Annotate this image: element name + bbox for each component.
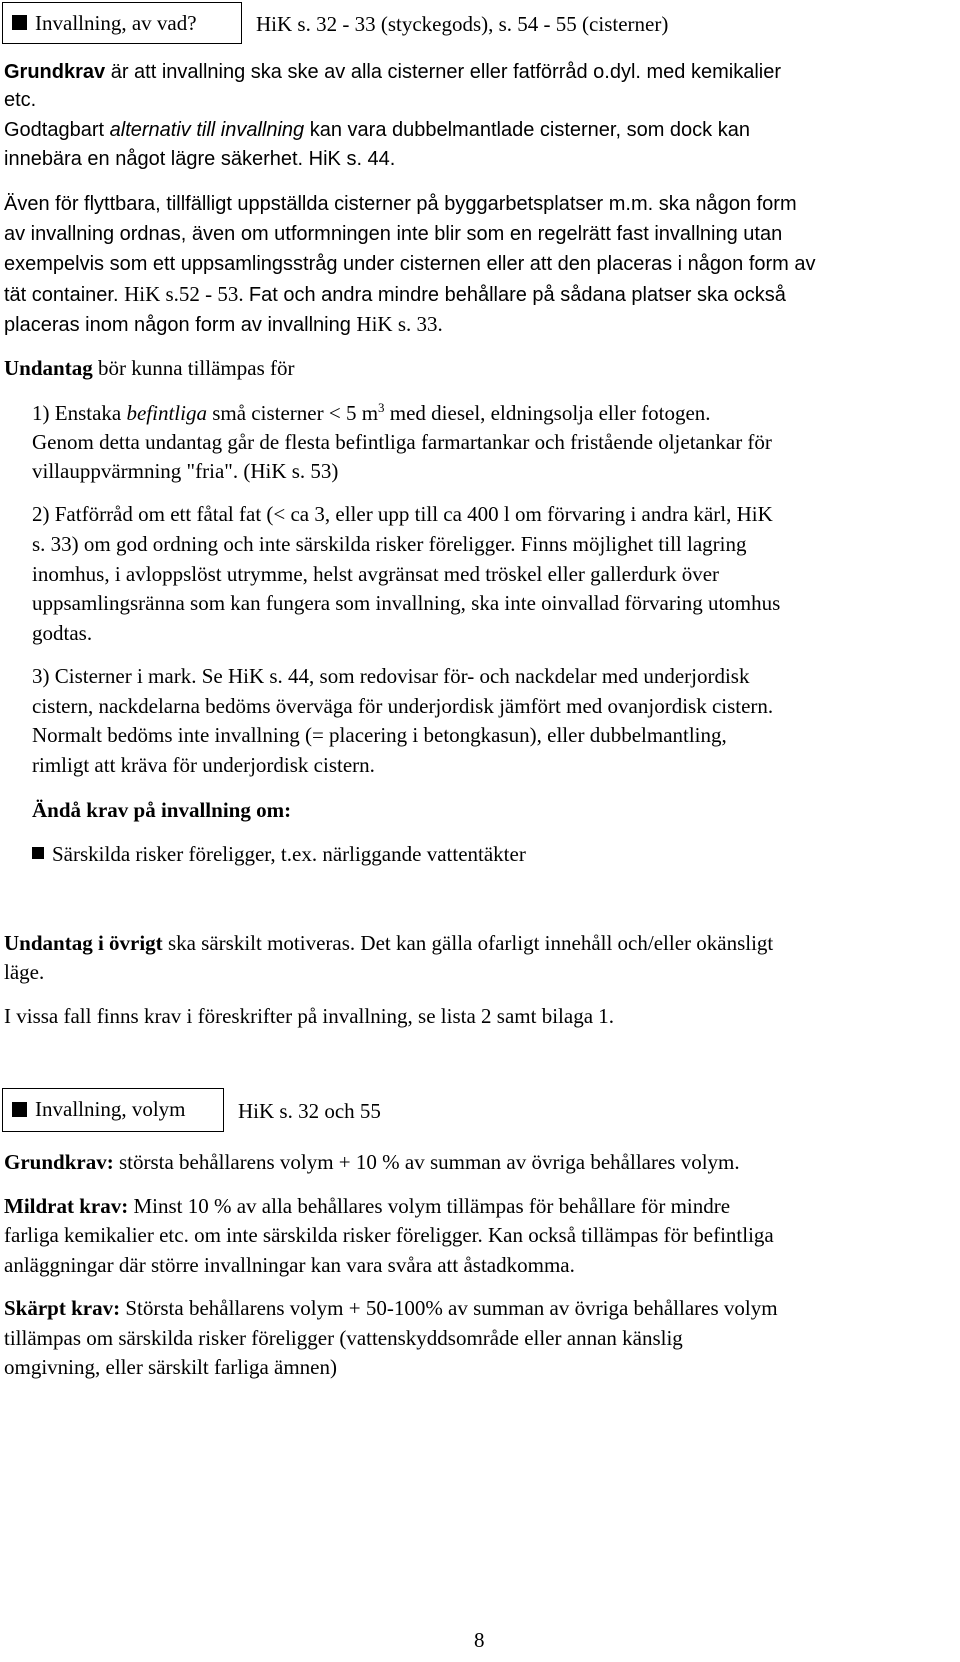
square-bullet-icon xyxy=(12,15,27,30)
item-3-line4: rimligt att kräva för underjordisk cistern. xyxy=(32,753,375,777)
undantag-text: bör kunna tillämpas för xyxy=(92,356,295,380)
paragraph-vissa-fall: I vissa fall finns krav i föreskrifter på invallning, se lista 2 samt bilaga 1. xyxy=(4,1004,615,1028)
paragraph-mildrat-krav-line3: anläggningar där större invallningar kan vara svåra att åstadkomma. xyxy=(4,1253,575,1277)
godtagbart-text-rest: kan vara dubbelmantlade cisterner, som dock kan xyxy=(304,119,750,141)
item-3-line1: 3) Cisterner i mark. Se HiK s. 44, som redovisar för- och nackdelar med underjordisk xyxy=(32,664,750,688)
undantag-label: Undantag xyxy=(4,356,93,380)
item-2-line5: godtas. xyxy=(32,621,93,645)
square-bullet-icon xyxy=(32,847,44,859)
paragraph-mildrat-krav-line2: farliga kemikalier etc. om inte särskilda risker föreligger. Kan också tillämpas för befintliga xyxy=(4,1223,774,1247)
bullet-item-sarskilda-risker: Särskilda risker föreligger, t.ex. närliggande vattentäkter xyxy=(52,842,526,866)
paragraph-skarpt-krav xyxy=(4,1296,778,1321)
anda-krav-text: Ändå krav på invallning om: xyxy=(32,798,292,822)
mildrat-krav-label: Mildrat krav: xyxy=(4,1194,129,1218)
item-1-text-end: med diesel, eldningsolja eller fotogen. xyxy=(384,401,711,425)
paragraph-mildrat-krav xyxy=(4,1194,730,1219)
grundkrav-volym-text: största behållarens volym + 10 % av summan av övriga behållares volym. xyxy=(113,1150,740,1174)
paragraph-aven-line3: exempelvis som ett uppsamlingsstråg under cisternen eller att den placeras i någon form av xyxy=(4,253,816,275)
paragraph-godtagbart-line2: innebära en något lägre säkerhet. HiK s. 44. xyxy=(4,148,396,170)
grundkrav-label: Grundkrav xyxy=(4,61,106,83)
paragraph-grundkrav-volym xyxy=(4,1150,740,1175)
aven-text-rest: Fat och andra mindre behållare på sådana platser ska också xyxy=(248,284,786,306)
paragraph-aven-line1: Även för flyttbara, tillfälligt uppställda cisterner på byggarbetsplatser m.m. ska någon form xyxy=(4,193,797,215)
grundkrav-volym-label: Grundkrav: xyxy=(4,1150,114,1174)
item-1-line3: villauppvärmning "fria". (HiK s. 53) xyxy=(32,459,339,483)
item-1-line1 xyxy=(32,400,711,426)
anda-krav-heading xyxy=(32,798,291,823)
paragraph-skarpt-krav-line2: tillämpas om särskilda risker föreligger (vattenskyddsområde eller annan känslig xyxy=(4,1326,683,1350)
paragraph-undantag-ovrigt-line2: läge. xyxy=(4,960,45,984)
page-number: 8 xyxy=(474,1628,485,1652)
section-header-box-invallning-volym xyxy=(2,1088,224,1132)
item-1-italic: befintliga xyxy=(126,401,207,425)
section-header-label: Invallning, volym xyxy=(35,1097,186,1121)
paragraph-aven-line2: av invallning ordnas, även om utformningen inte blir som en regelrätt fast invallning utan xyxy=(4,223,783,245)
undantag-ovrigt-text: ska särskilt motiveras. Det kan gälla ofarligt innehåll och/eller okänsligt xyxy=(162,931,774,955)
item-1-superscript: 3 xyxy=(378,400,385,415)
grundkrav-text: är att invallning ska ske av alla cisterner eller fatförråd o.dyl. med kemikalier xyxy=(105,61,781,83)
item-2-line2: s. 33) om god ordning och inte särskilda risker föreligger. Finns möjlighet till lagring xyxy=(32,532,747,556)
paragraph-undantag-ovrigt xyxy=(4,931,773,956)
paragraph-grundkrav xyxy=(4,61,781,84)
section-header-label: Invallning, av vad? xyxy=(35,11,197,35)
aven-text: tät container. xyxy=(4,284,125,306)
paragraph-grundkrav-line2: etc. xyxy=(4,89,37,111)
item-3-line2: cistern, nackdelarna bedöms överväga för underjordisk jämfört med ovanjordisk cistern. xyxy=(32,694,774,718)
section-header-reference: HiK s. 32 och 55 xyxy=(238,1099,381,1123)
paragraph-undantag xyxy=(4,356,295,381)
godtagbart-text: Godtagbart xyxy=(4,119,110,141)
item-1-line2: Genom detta undantag går de flesta befintliga farmartankar och fristående oljetankar för xyxy=(32,430,772,454)
skarpt-krav-text: Största behållarens volym + 50-100% av summan av övriga behållares volym xyxy=(120,1296,778,1320)
item-1-text-mid: små cisterner < 5 m xyxy=(206,401,379,425)
aven-text-2: placeras inom någon form av invallning xyxy=(4,314,357,336)
item-2-line4: uppsamlingsränna som kan fungera som invallning, ska inte oinvallad förvaring utomhus xyxy=(32,591,781,615)
item-2-line1: 2) Fatförråd om ett fåtal fat (< ca 3, eller upp till ca 400 l om förvaring i andra kärl, HiK xyxy=(32,502,773,526)
item-3-line3: Normalt bedöms inte invallning (= placering i betongkasun), eller dubbelmantling, xyxy=(32,723,727,747)
item-1-text: 1) Enstaka xyxy=(32,401,127,425)
undantag-ovrigt-label: Undantag i övrigt xyxy=(4,931,163,955)
mildrat-krav-text: Minst 10 % av alla behållares volym tillämpas för behållare för mindre xyxy=(128,1194,731,1218)
paragraph-aven-line4 xyxy=(4,282,786,307)
aven-reference: HiK s.52 - 53. xyxy=(124,282,249,306)
paragraph-godtagbart xyxy=(4,119,750,142)
paragraph-skarpt-krav-line3: omgivning, eller särskilt farliga ämnen) xyxy=(4,1355,337,1379)
skarpt-krav-label: Skärpt krav: xyxy=(4,1296,121,1320)
godtagbart-italic: alternativ till invallning xyxy=(109,119,305,141)
section-header-reference: HiK s. 32 - 33 (styckegods), s. 54 - 55 (cisterner) xyxy=(256,12,669,36)
paragraph-aven-line5 xyxy=(4,312,443,337)
aven-reference-2: HiK s. 33. xyxy=(356,312,443,336)
section-header-box-invallning-av-vad xyxy=(2,2,242,44)
item-2-line3: inomhus, i avloppslöst utrymme, helst avgränsat med tröskel eller gallerdurk över xyxy=(32,562,720,586)
square-bullet-icon xyxy=(12,1102,27,1117)
